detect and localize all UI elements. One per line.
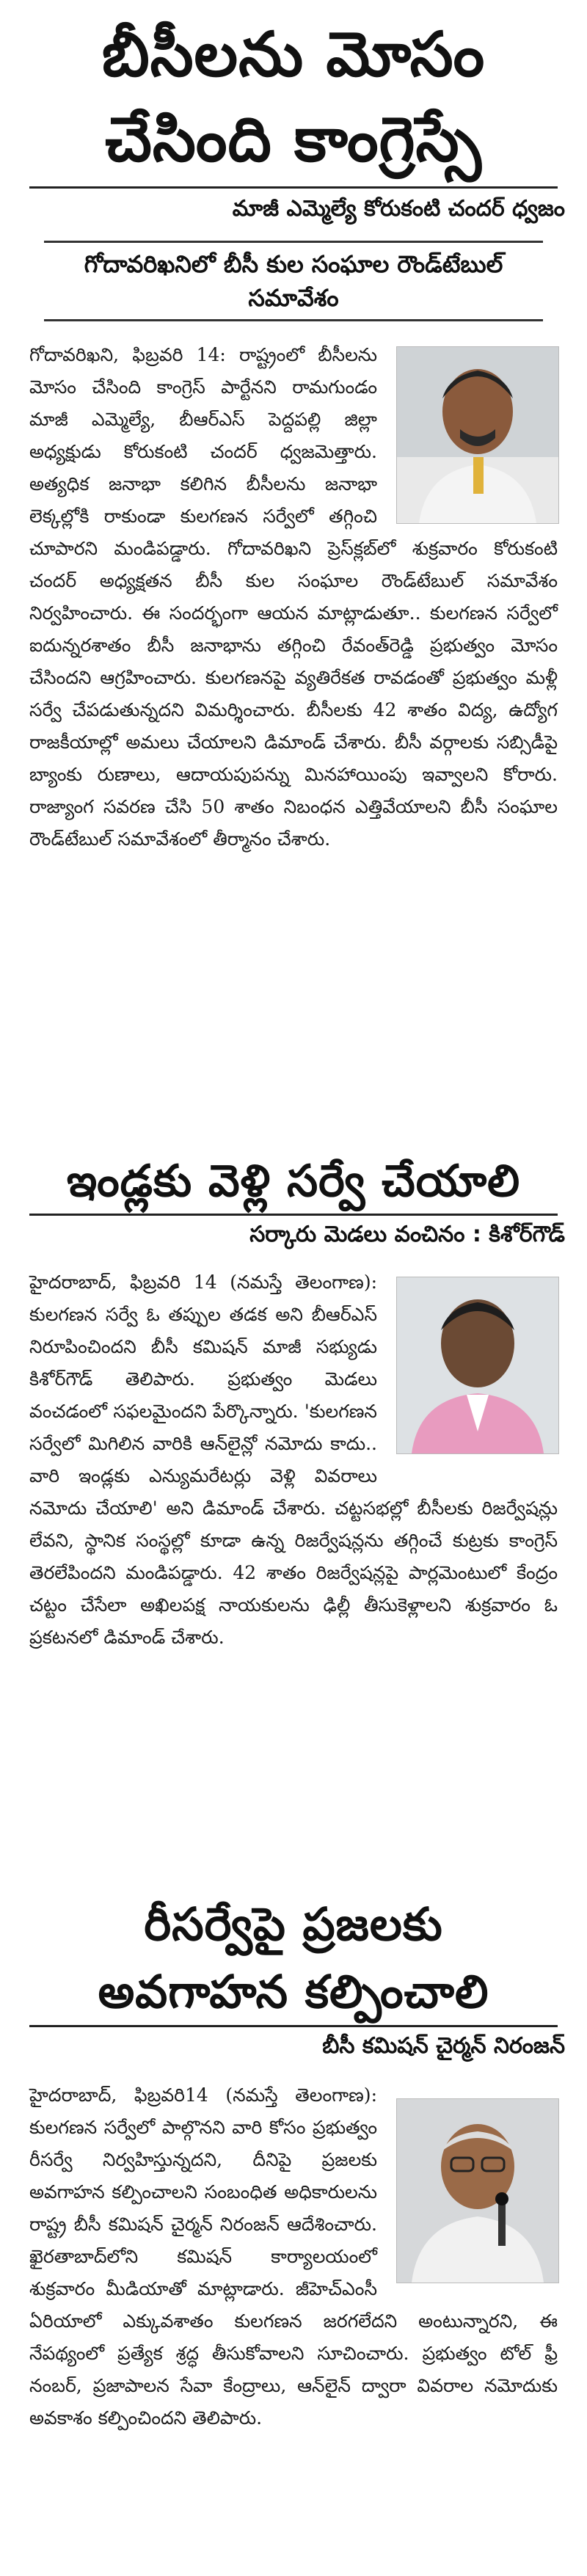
article2-body-text: హైదరాబాద్, ఫిబ్రవరి 14 (నమస్తే తెలంగాణ): కులగణన సర్వే ఓ తప్పుల తడక అని బీఆర్ఎస్ నిరూపించిందని బీసీ కమిషన్ మాజీ సభ్యుడు కిశోర్‌గౌడ్ తెలిపారు. ప్రభుత్వం మెడలు వంచడంలో సఫలమైందని పేర్కొన్నారు. 'కులగణన సర్వేలో మిగిలిన వారికి ఆన్‌లైన్లో నమోదు కాదు.. వారి ఇండ్లకు ఎన్యుమరేటర్లు వెళ్లి వివరాలు నమోదు చేయాలి' అని డిమాండ్ చేశారు. చట్టసభల్లో బీసీలకు రిజర్వేషన్లు లేవని, స్థానిక సంస్థల్లో కూడా ఉన్న రిజర్వేషన్లను తగ్గించే కుట్రకు కాంగ్రెస్ తెరలేపిందని మండిపడ్డారు. 42 శాతం రిజర్వేషన్లపై పార్లమెంటులో కేంద్రం చట్టం చేసేలా అఖిలపక్ష నాయకులను ఢిల్లీ తీసుకెళ్లాలని శుక్రవారం ఓ ప్రకటనలో డిమాండ్ చేశారు. <box>29 1271 558 1648</box>
article1-headline-line1: బీసీలను మోసం <box>101 18 486 90</box>
article3-divider <box>29 2025 558 2027</box>
article2-headline: ఇండ్లకు వెళ్లి సర్వే చేయాలి <box>66 1156 521 1207</box>
article3-body-text: హైదరాబాద్, ఫిబ్రవరి14 (నమస్తే తెలంగాణ): కులగణన సర్వేలో పాల్గొనని వారి కోసం ప్రభుత్వం రీసర్వే నిర్వహిస్తున్నదని, దీనిపై ప్రజలకు అవగాహన కల్పించాలని సంబంధిత అధికారులను రాష్ట్ర బీసీ కమిషన్ చైర్మన్ నిరంజన్ ఆదేశించారు. ఖైరతాబాద్‌లోని కమిషన్ కార్యాలయంలో శుక్రవారం మీడియాతో మాట్లాడారు. జీహెచ్‌ఎంసీ ఏరియాలో ఎక్కువశాతం కులగణన జరగలేదని అంటున్నారని, ఈ నేపథ్యంలో ప్రత్యేక శ్రద్ధ తీసుకోవాలని సూచించారు. ప్రభుత్వం టోల్ ఫ్రీ నంబర్, ప్రజాపాలన సేవా కేంద్రాలు, ఆన్‌లైన్ ద్వారా వివరాల నమోదుకు అవకాశం కల్పించిందని తెలిపారు. <box>29 2084 558 2429</box>
article1-divider <box>29 186 558 189</box>
article2-divider <box>29 1214 558 1216</box>
article2-subhead: సర్కారు మెడలు వంచినం : కిశోర్‌గౌడ్ <box>249 1222 565 1247</box>
article1-subhead: మాజీ ఎమ్మెల్యే కోరుకంటి చందర్ ధ్వజం <box>232 196 565 222</box>
article1-headline-line2: చేసింది కాంగ్రెస్సే <box>105 103 482 175</box>
article3-headline-line2: అవగాహన కల్పించాలి <box>98 1965 489 2018</box>
article2-body <box>29 1266 558 1654</box>
article1-kicker: గోదావరిఖనిలో బీసీ కుల సంఘాల రౌండ్‌టేబుల్ సమావేశం <box>44 241 543 321</box>
article1-body-text: గోదావరిఖని, ఫిబ్రవరి 14: రాష్ట్రంలో బీసీలను మోసం చేసింది కాంగ్రెస్ పార్టేనని రామగుండం మాజీ ఎమ్మెల్యే, బీఆర్ఎస్ పెద్దపల్లి జిల్లా అధ్యక్షుడు కోరుకంటి చందర్ ధ్వజమెత్తారు. అత్యధిక జనాభా కలిగిన బీసీలను జనాభా లెక్కల్లోకి రాకుండా కులగణన సర్వేలో తగ్గించి చూపారని మండిపడ్డారు. గోదావరిఖని ప్రెస్‌క్లబ్‌లో శుక్రవారం కోరుకంటి చందర్ అధ్యక్షతన బీసీ కుల సంఘాల రౌండ్‌టేబుల్ సమావేశం నిర్వహించారు. ఈ సందర్భంగా ఆయన మాట్లాడుతూ.. కులగణన సర్వేలో ఐదున్నరశాతం బీసీ జనాభాను తగ్గించి రేవంత్‌రెడ్డి ప్రభుత్వం మోసం చేసిందని ఆగ్రహించారు. కులగణనపై వ్యతిరేకత రావడంతో ప్రభుత్వం మళ్లీ సర్వే చేపడుతున్నదని విమర్శించారు. బీసీలకు 42 శాతం విద్య, ఉద్యోగ రాజకీయాల్లో అమలు చేయాలని డిమాండ్ చేశారు. బీసీ వర్గాలకు సబ్సిడీపై బ్యాంకు రుణాలు, ఆదాయపుపన్ను మినహాయింపు ఇవ్వాలని కోరారు. రాజ్యాంగ సవరణ చేసి 50 శాతం నిబంధన ఎత్తివేయాలని బీసీ సంఘాల రౌండ్‌టేబుల్ సమావేశంలో తీర్మానం చేశారు. <box>29 344 558 850</box>
article3-headline-line1: రీసర్వేపై ప్రజలకు <box>144 1897 443 1951</box>
article3-subhead: బీసీ కమిషన్ చైర్మన్ నిరంజన్ <box>322 2033 565 2059</box>
article1-body <box>29 339 558 855</box>
article3-body <box>29 2079 558 2434</box>
